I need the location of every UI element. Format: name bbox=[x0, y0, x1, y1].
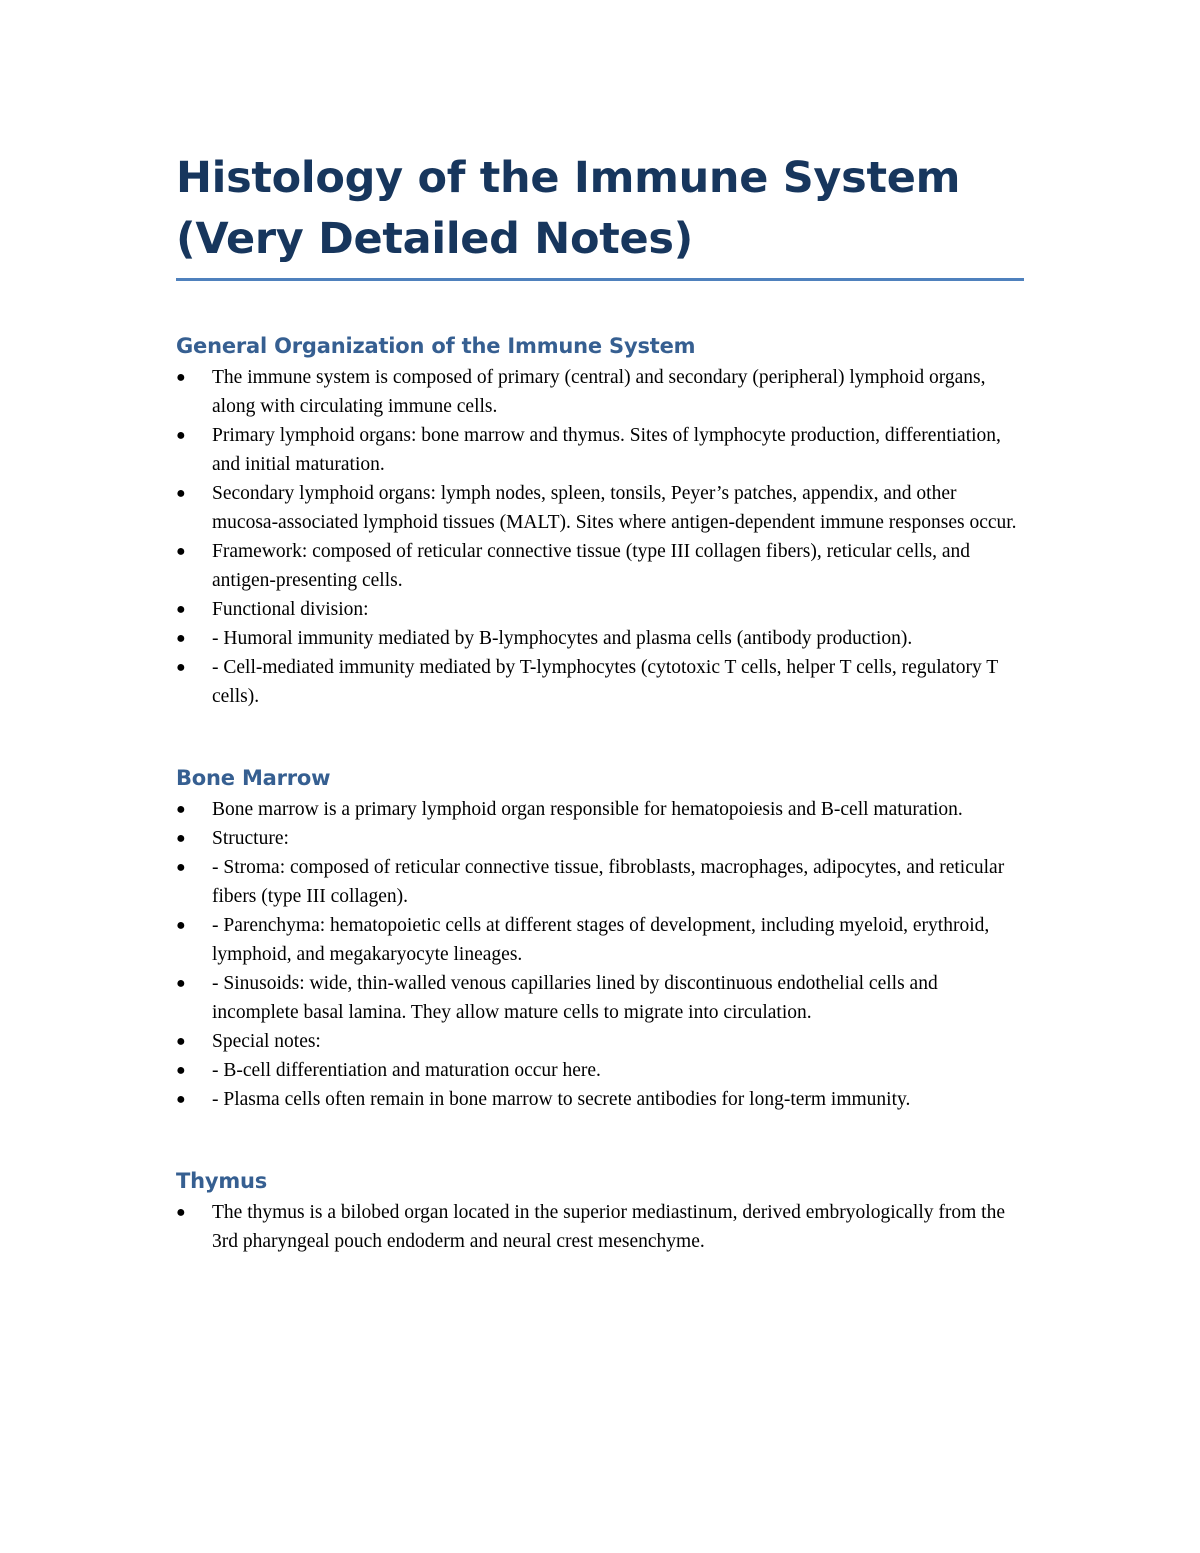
list-item-text: - Cell-mediated immunity mediated by T-lymphocytes (cytotoxic T cells, helper T cells, regulatory T cells). bbox=[212, 657, 998, 707]
list-item-text: Framework: composed of reticular connective tissue (type III collagen fibers), reticular cells, and antigen-presenting cells. bbox=[212, 541, 971, 591]
title-underline bbox=[176, 278, 1024, 281]
list-item-text: - Sinusoids: wide, thin-walled venous capillaries lined by discontinuous endothelial cells and incomplete basal lamina. They allow mature cells to migrate into circulation. bbox=[212, 973, 938, 1023]
bullet-icon: ● bbox=[176, 369, 186, 386]
list-item-text: Primary lymphoid organs: bone marrow and thymus. Sites of lymphocyte production, differentiation, and initial maturation. bbox=[212, 425, 1001, 475]
bullet-icon: ● bbox=[176, 1204, 186, 1221]
list-item-text: Functional division: bbox=[212, 599, 369, 620]
list-item bbox=[176, 1198, 1024, 1256]
bullet-icon: ● bbox=[176, 917, 186, 934]
list-item-text: - Humoral immunity mediated by B-lymphocytes and plasma cells (antibody production). bbox=[212, 628, 913, 649]
list-item bbox=[176, 653, 1024, 711]
section-1 bbox=[176, 763, 1024, 1114]
sections-container bbox=[176, 331, 1024, 1256]
document-content bbox=[176, 148, 1024, 1308]
list-item bbox=[176, 624, 1024, 653]
bullet-list bbox=[176, 363, 1024, 711]
list-item-text: - Plasma cells often remain in bone marrow to secrete antibodies for long-term immunity. bbox=[212, 1089, 911, 1110]
list-item bbox=[176, 1027, 1024, 1056]
list-item bbox=[176, 363, 1024, 421]
bullet-icon: ● bbox=[176, 1062, 186, 1079]
list-item bbox=[176, 911, 1024, 969]
section-2 bbox=[176, 1166, 1024, 1256]
list-item-text: Bone marrow is a primary lymphoid organ responsible for hematopoiesis and B-cell maturation. bbox=[212, 799, 963, 820]
bullet-list bbox=[176, 1198, 1024, 1256]
list-item bbox=[176, 421, 1024, 479]
list-item bbox=[176, 824, 1024, 853]
list-item-text: Special notes: bbox=[212, 1031, 321, 1052]
list-item-text: - B-cell differentiation and maturation occur here. bbox=[212, 1060, 601, 1081]
bullet-icon: ● bbox=[176, 485, 186, 502]
list-item-text: - Stroma: composed of reticular connective tissue, fibroblasts, macrophages, adipocytes, and reticular fibers (type III collagen). bbox=[212, 857, 1005, 907]
bullet-list bbox=[176, 795, 1024, 1114]
bullet-icon: ● bbox=[176, 859, 186, 876]
section-0 bbox=[176, 331, 1024, 711]
list-item bbox=[176, 1085, 1024, 1114]
list-item-text: Secondary lymphoid organs: lymph nodes, spleen, tonsils, Peyer’s patches, appendix, and other mucosa-associated lymphoid tissues (MALT). Sites where antigen-dependent immune responses occur. bbox=[212, 483, 1017, 533]
list-item bbox=[176, 479, 1024, 537]
list-item-text: The immune system is composed of primary (central) and secondary (peripheral) lymphoid organs, along with circulating immune cells. bbox=[212, 367, 986, 417]
bullet-icon: ● bbox=[176, 801, 186, 818]
bullet-icon: ● bbox=[176, 601, 186, 618]
bullet-icon: ● bbox=[176, 1091, 186, 1108]
bullet-icon: ● bbox=[176, 630, 186, 647]
list-item-text: - Parenchyma: hematopoietic cells at different stages of development, including myeloid, erythroid, lymphoid, and megakaryocyte lineages. bbox=[212, 915, 990, 965]
list-item bbox=[176, 795, 1024, 824]
bullet-icon: ● bbox=[176, 427, 186, 444]
section-heading: Thymus bbox=[176, 1169, 268, 1193]
list-item-text: The thymus is a bilobed organ located in the superior mediastinum, derived embryologically from the 3rd pharyngeal pouch endoderm and neural crest mesenchyme. bbox=[212, 1202, 1005, 1252]
section-heading: Bone Marrow bbox=[176, 766, 331, 790]
bullet-icon: ● bbox=[176, 975, 186, 992]
document-title: Histology of the Immune System (Very Detailed Notes) bbox=[176, 153, 961, 264]
bullet-icon: ● bbox=[176, 1033, 186, 1050]
list-item bbox=[176, 537, 1024, 595]
bullet-icon: ● bbox=[176, 543, 186, 560]
section-heading: General Organization of the Immune System bbox=[176, 334, 696, 358]
bullet-icon: ● bbox=[176, 830, 186, 847]
list-item bbox=[176, 595, 1024, 624]
list-item-text: Structure: bbox=[212, 828, 289, 849]
bullet-icon: ● bbox=[176, 659, 186, 676]
list-item bbox=[176, 853, 1024, 911]
list-item bbox=[176, 969, 1024, 1027]
list-item bbox=[176, 1056, 1024, 1085]
